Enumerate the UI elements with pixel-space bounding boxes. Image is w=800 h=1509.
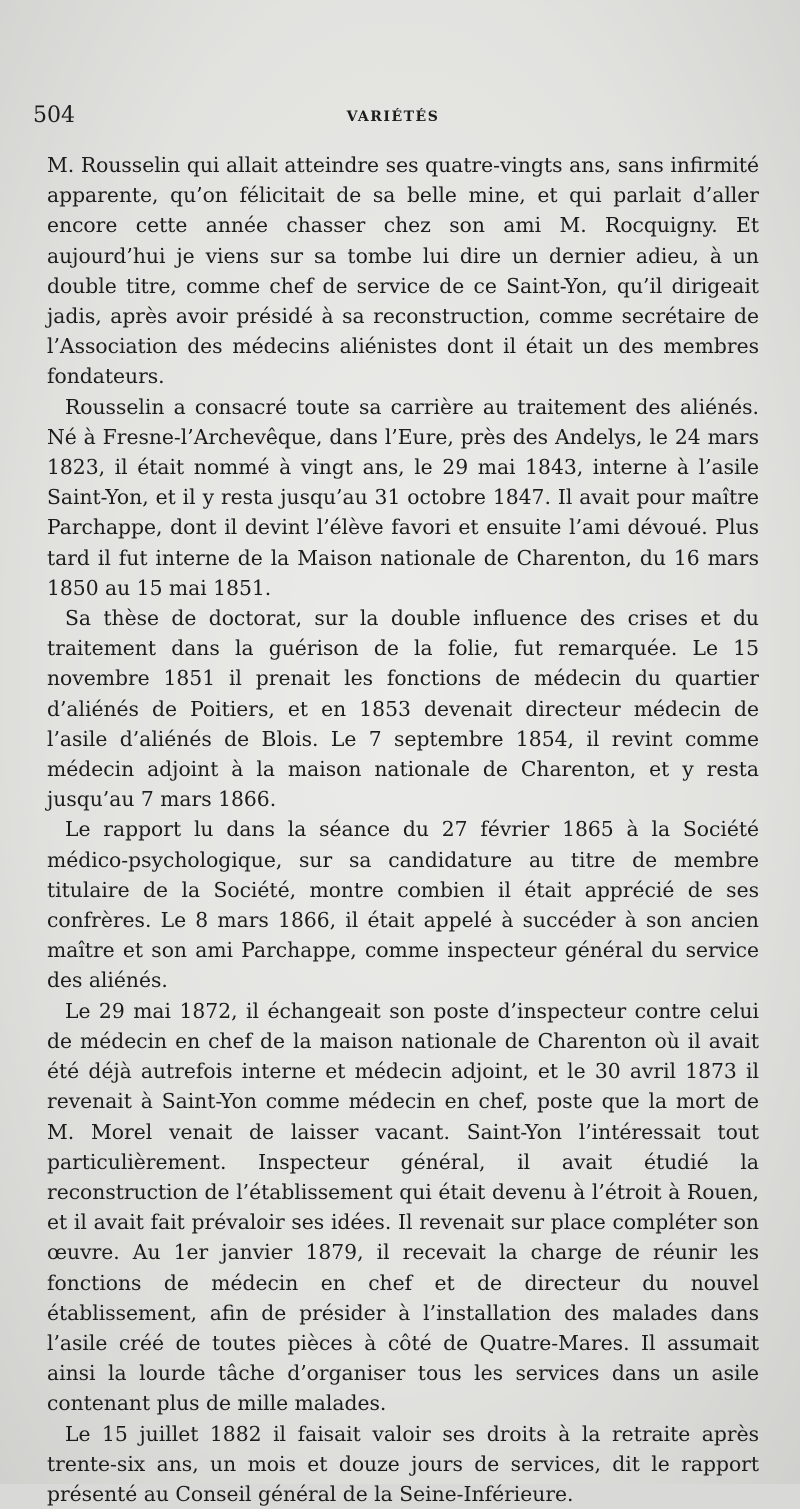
paragraph: Le rapport lu dans la séance du 27 février 1865 à la Société médico-psychologique, sur sa candidature au titre de membre titulaire de la Société, montre combien il était apprécié de ses confrères. Le 8 mars 1866, il était appelé à succéder à son ancien maître et son ami Parchappe, comme inspecteur général du service des aliénés. [47,817,759,993]
paragraph: Rousselin a consacré toute sa carrière au traitement des aliénés. Né à Fresne-l’Archevêque, dans l’Eure, près des Andelys, le 24 mars 1823, il était nommé à vingt ans, le 29 mai 1843, interne à l’asile Saint-Yon, et il y resta jusqu’au 31 octobre 1847. Il avait pour maître Parchappe, dont il devint l’élève favori et ensuite l’ami dévoué. Plus tard il fut interne de la Maison nationale de Charenton, du 16 mars 1850 au 15 mai 1851. [47,394,759,600]
paragraph: Sa thèse de doctorat, sur la double influence des crises et du traitement dans la guérison de la folie, fut remarquée. Le 15 novembre 1851 il prenait les fonctions de médecin du quartier d’aliénés de Poitiers, et en 1853 devenait directeur médecin de l’asile d’aliénés de Blois. Le 7 septembre 1854, il revint comme médecin adjoint à la maison nationale de Charenton, et y resta jusqu’au 7 mars 1866. [47,606,759,812]
page-header [33,103,753,135]
body-text [47,150,759,1509]
running-head: VARIÉTÉS [346,109,440,125]
page-number: 504 [33,103,75,128]
paragraph: M. Rousselin qui allait atteindre ses quatre-vingts ans, sans infirmité apparente, qu’on félicitait de sa belle mine, et qui parlait d’aller encore cette année chasser chez son ami M. Rocquigny. Et aujourd’hui je viens sur sa tombe lui dire un dernier adieu, à un double titre, comme chef de service de ce Saint-Yon, qu’il dirigeait jadis, après avoir présidé à sa reconstruction, comme secrétaire de l’Association des médecins aliénistes dont il était un des membres fondateurs. [47,153,759,389]
paragraph: Le 15 juillet 1882 il faisait valoir ses droits à la retraite après trente-six ans, un mois et douze jours de services, dit le rapport présenté au Conseil général de la Seine-Inférieure. [47,1421,759,1506]
paragraph: Le 29 mai 1872, il échangeait son poste d’inspecteur contre celui de médecin en chef de la maison nationale de Charenton où il avait été déjà autrefois interne et médecin adjoint, et le 30 avril 1873 il revenait à Saint-Yon comme médecin en chef, poste que la mort de M. Morel venait de laisser vacant. Saint-Yon l’intéressait tout particulièrement. Inspecteur général, il avait étudié la reconstruction de l’établissement qui était devenu à l’étroit à Rouen, et il avait fait prévaloir ses idées. Il revenait sur place compléter son œuvre. Au 1er janvier 1879, il recevait la charge de réunir les fonctions de médecin en chef et de directeur du nouvel établissement, afin de présider à l’installation des malades dans l’asile créé de toutes pièces à côté de Quatre-Mares. Il assumait ainsi la lourde tâche d’organiser tous les services dans un asile contenant plus de mille malades. [47,998,759,1416]
